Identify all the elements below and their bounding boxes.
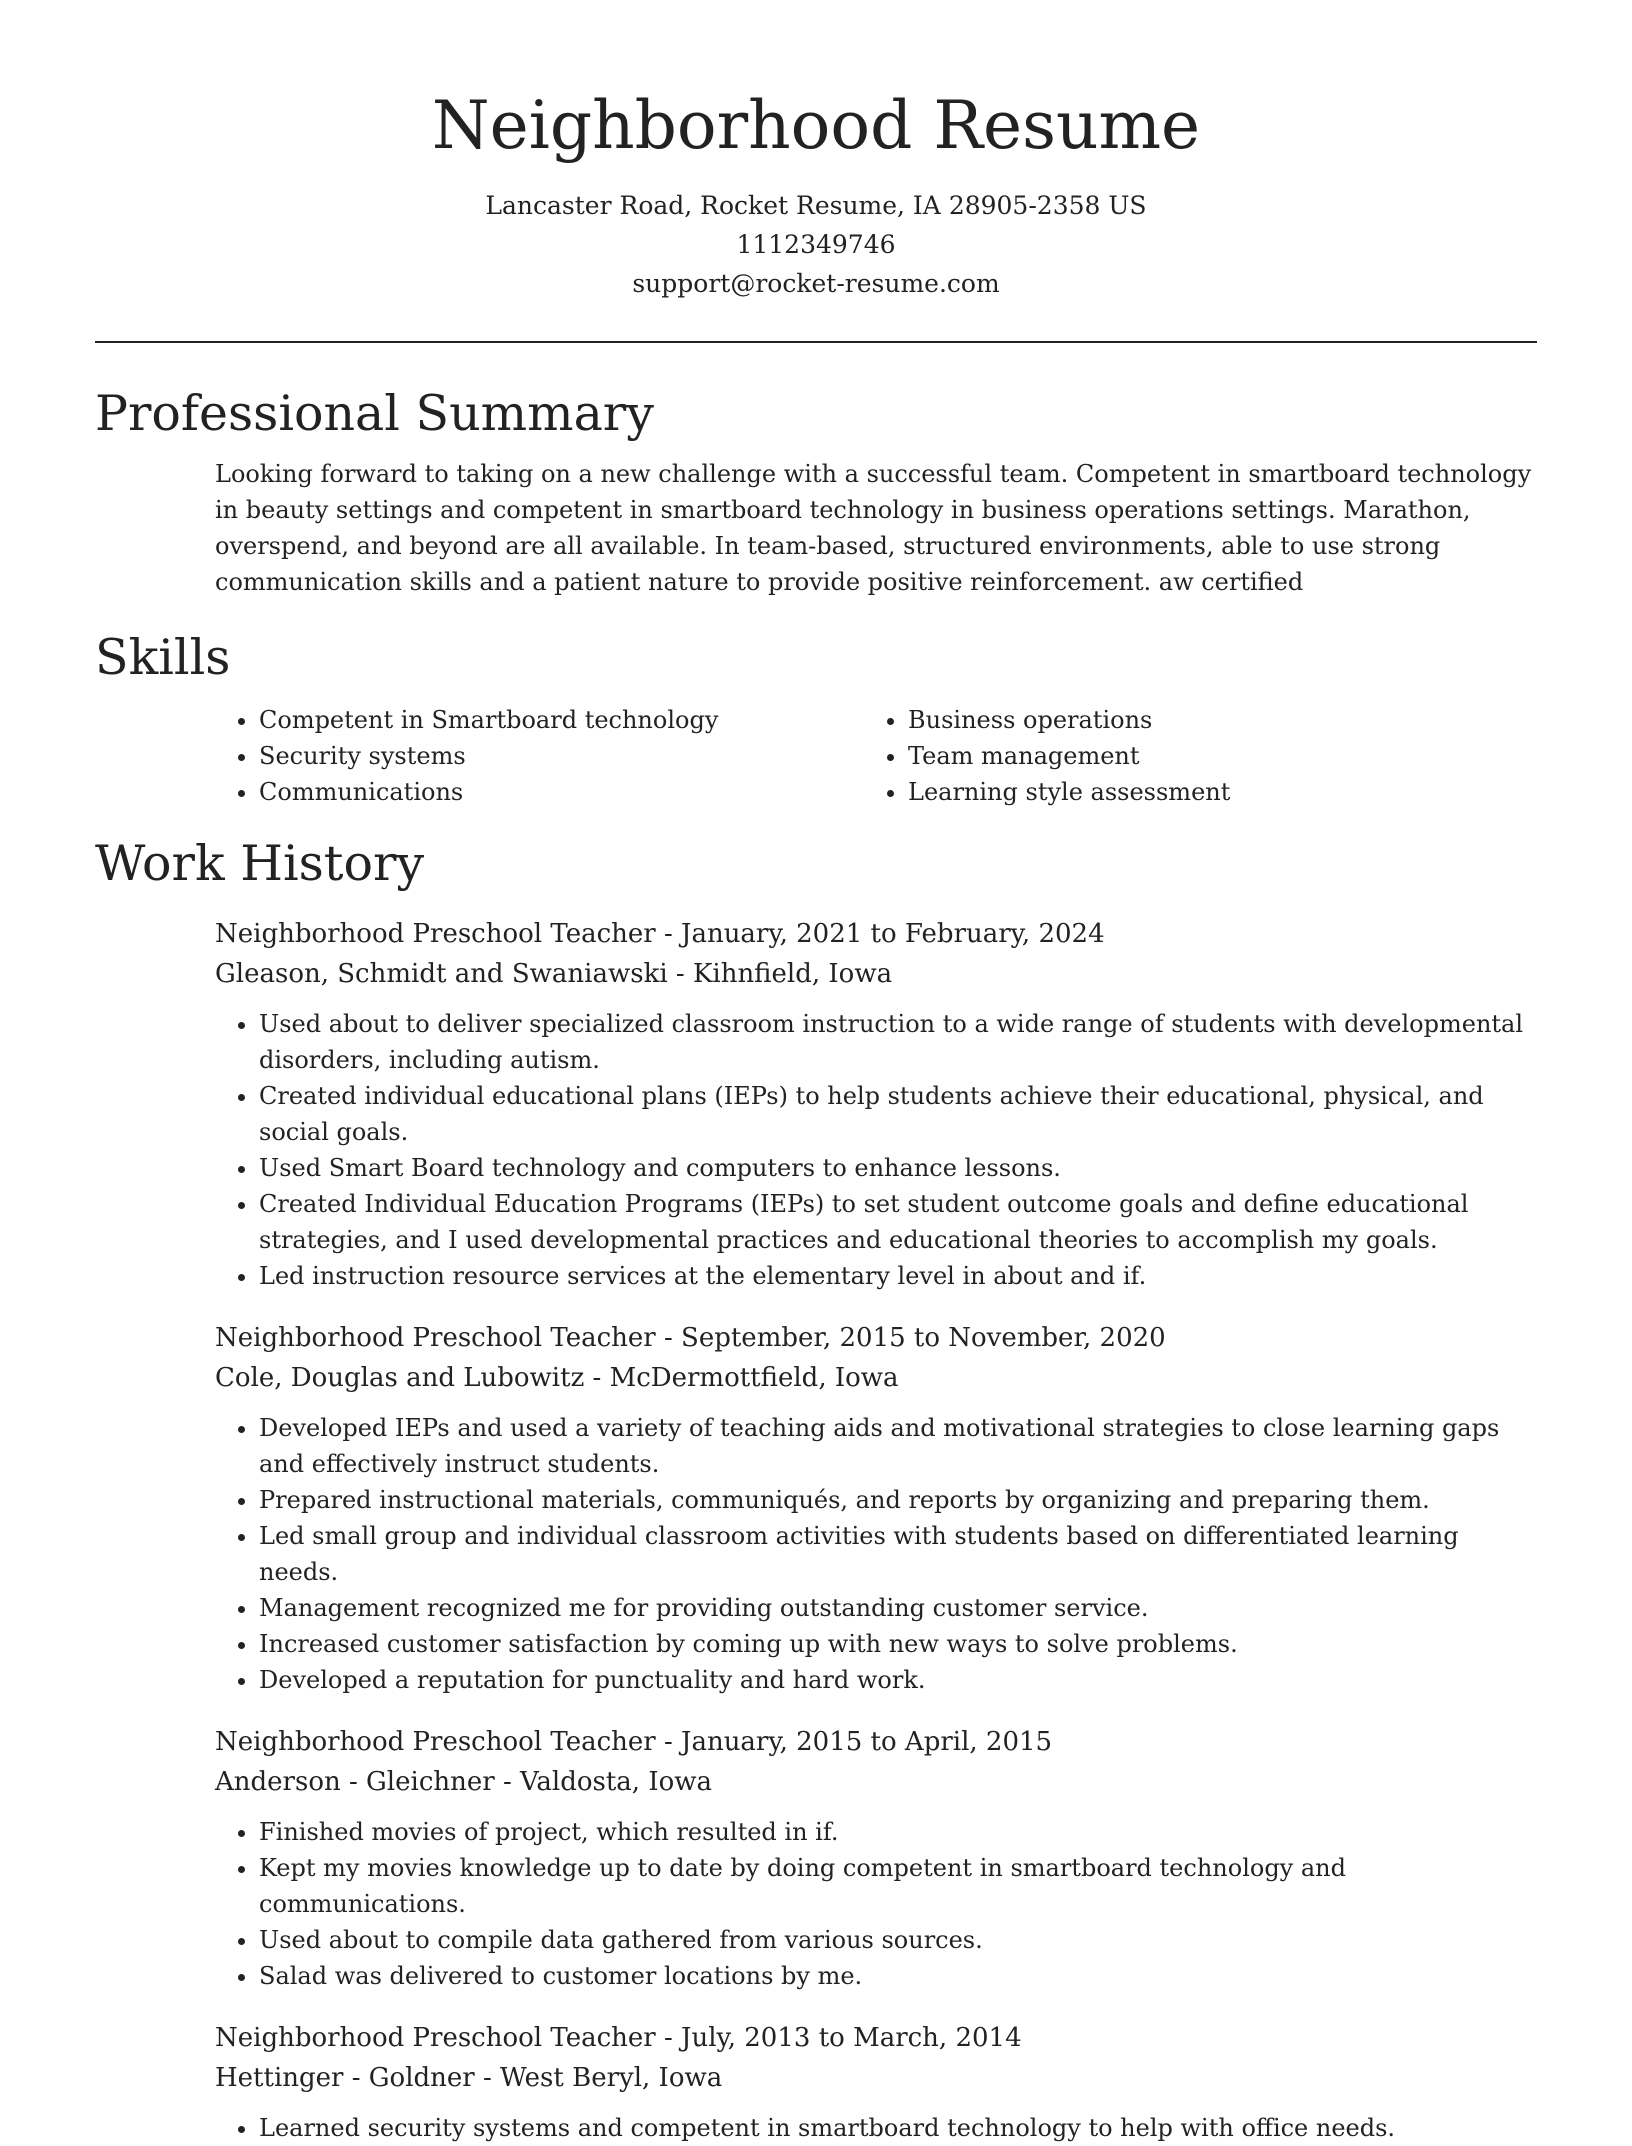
job-bullet: • Prepared instructional materials, communiqués, and reports by organizing and preparing them. — [259, 1482, 1537, 1518]
skill-item: • Competent in Smartboard technology — [259, 702, 864, 738]
summary-heading: Professional Summary — [95, 385, 654, 442]
job-employer: Anderson - Gleichner - Valdosta, Iowa — [215, 1767, 713, 1797]
skill-item: • Team management — [908, 738, 1513, 774]
job-bullet: • Kept my movies knowledge up to date by doing competent in smartboard technology and communications. — [259, 1850, 1537, 1922]
job-bullet: • Management recognized me for providing outstanding customer service. — [259, 1590, 1537, 1626]
job-employer: Hettinger - Goldner - West Beryl, Iowa — [215, 2063, 723, 2093]
skill-item: • Learning style assessment — [908, 774, 1513, 810]
job-bullet: • Used about to compile data gathered from various sources. — [259, 1922, 1537, 1958]
job-bullet: • Created Individual Education Programs (IEPs) to set student outcome goals and define educational strategies, and I used developmental practices and educational theories to accomplish my goals. — [259, 1186, 1537, 1258]
job-bullet: • Led instruction resource services at the elementary level in about and if. — [259, 1258, 1537, 1294]
job-entry — [215, 914, 1537, 1294]
contact-block — [0, 186, 1632, 303]
job-position: Neighborhood Preschool Teacher - January, 2021 to February, 2024 — [215, 919, 1105, 949]
job-bullets — [215, 1410, 1537, 1698]
job-bullet: • Finished movies of project, which resulted in if. — [259, 1814, 1537, 1850]
job-entry — [215, 1318, 1537, 1698]
job-bullet: • Used Smart Board technology and computers to enhance lessons. — [259, 1150, 1537, 1186]
job-bullets — [215, 1006, 1537, 1294]
contact-address: Lancaster Road, Rocket Resume, IA 28905-2358 US — [485, 191, 1147, 220]
job-bullet: • Developed a reputation for punctuality and hard work. — [259, 1662, 1537, 1698]
contact-email: support@rocket-resume.com — [632, 269, 1000, 298]
job-bullet: • Salad was delivered to customer locations by me. — [259, 1958, 1537, 1994]
contact-phone: 1112349746 — [736, 230, 896, 259]
job-bullets — [215, 2110, 1537, 2146]
job-entry — [215, 2018, 1537, 2146]
skills-column-right — [864, 702, 1513, 810]
skill-item: • Security systems — [259, 738, 864, 774]
job-bullet: • Increased customer satisfaction by coming up with new ways to solve problems. — [259, 1626, 1537, 1662]
job-employer: Cole, Douglas and Lubowitz - McDermottfield, Iowa — [215, 1363, 899, 1393]
resume-name: Neighborhood Resume — [431, 87, 1201, 164]
job-entry — [215, 1722, 1537, 1994]
job-position: Neighborhood Preschool Teacher - January, 2015 to April, 2015 — [215, 1727, 1053, 1757]
skill-item: • Business operations — [908, 702, 1513, 738]
job-bullet: • Used about to deliver specialized classroom instruction to a wide range of students with developmental disorders, including autism. — [259, 1006, 1537, 1078]
header-divider — [95, 341, 1537, 343]
summary-text: Looking forward to taking on a new challenge with a successful team. Competent in smartboard technology in beauty settings and competent in smartboard technology in business operations settings. Marathon, overspend, and beyond are all available. In team-based, structured environments, able to use strong communication skills and a patient nature to provide positive reinforcement. aw certified — [215, 460, 1532, 596]
job-bullets — [215, 1814, 1537, 1994]
job-bullet: • Learned security systems and competent in smartboard technology to help with office needs. — [259, 2110, 1537, 2146]
job-position: Neighborhood Preschool Teacher - September, 2015 to November, 2020 — [215, 1323, 1166, 1353]
work-history-heading: Work History — [95, 835, 425, 892]
skills-grid — [215, 702, 1537, 810]
job-bullet: • Created individual educational plans (IEPs) to help students achieve their educational, physical, and social goals. — [259, 1078, 1537, 1150]
resume-header — [0, 0, 1632, 303]
skills-column-left — [215, 702, 864, 810]
skills-heading: Skills — [95, 629, 231, 686]
resume-body — [95, 380, 1537, 2146]
skill-item: • Communications — [259, 774, 864, 810]
job-bullet: • Developed IEPs and used a variety of teaching aids and motivational strategies to close learning gaps and effectively instruct students. — [259, 1410, 1537, 1482]
job-position: Neighborhood Preschool Teacher - July, 2013 to March, 2014 — [215, 2023, 1022, 2053]
job-employer: Gleason, Schmidt and Swaniawski - Kihnfield, Iowa — [215, 959, 893, 989]
job-bullet: • Led small group and individual classroom activities with students based on differentiated learning needs. — [259, 1518, 1537, 1590]
